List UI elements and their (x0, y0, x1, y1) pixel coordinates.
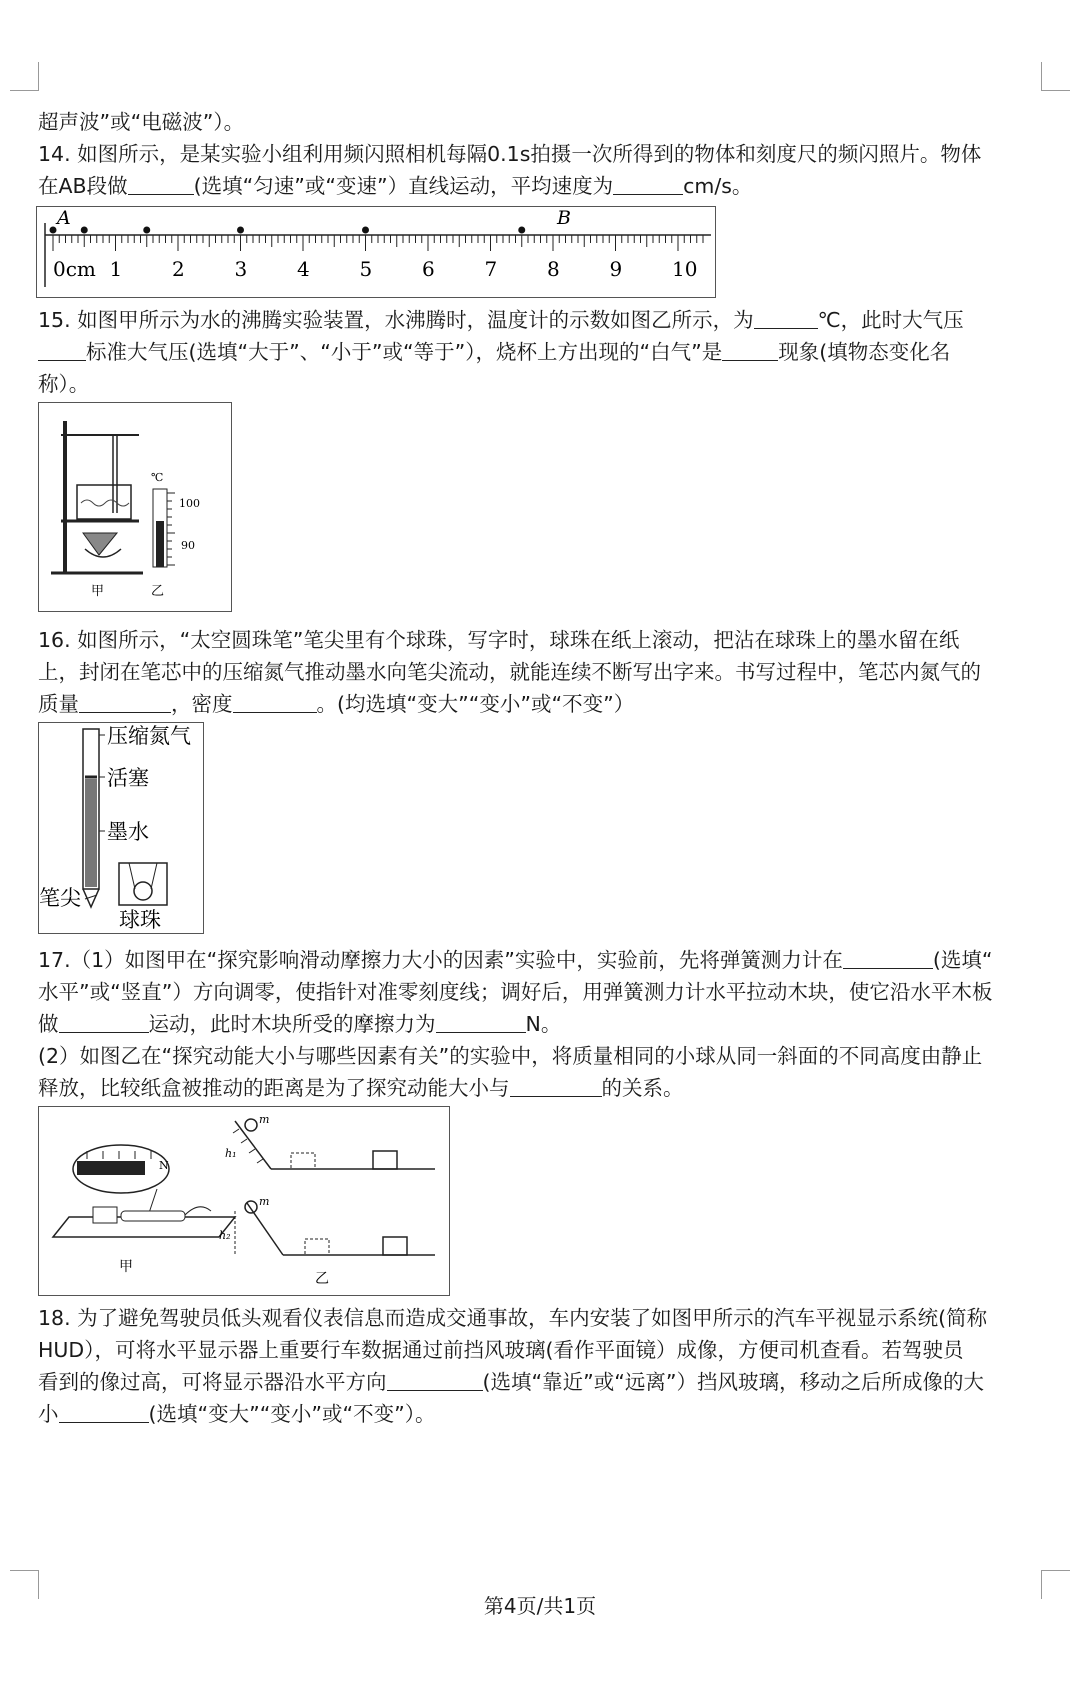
q16-line1: 16. 如图所示，“太空圆珠笔”笔尖里有个球珠，写字时，球珠在纸上滚动，把沾在球珠上的墨水留在纸 (38, 628, 960, 652)
pen-label-ink: 墨水 (107, 820, 149, 844)
q15-line2 (38, 336, 1050, 368)
scale-label-n: N (159, 1159, 169, 1172)
height-label-h1: h₁ (225, 1147, 237, 1160)
q14-blank-motion[interactable] (128, 174, 194, 195)
q15-line3: 称）。 (38, 372, 90, 396)
ruler-number: 6 (422, 257, 435, 281)
ball-mass-bottom: m (259, 1195, 270, 1208)
q14-blank-speed[interactable] (613, 174, 683, 195)
ruler-number: 5 (359, 257, 373, 281)
q18-text-d: (选填“变大”“变小”或“不变”）。 (148, 1402, 436, 1426)
q18-text-a: 看到的像过高，可将显示器沿水平方向 (38, 1370, 387, 1394)
boiling-svg (39, 403, 231, 611)
thermometer-tick-90: 90 (181, 539, 195, 552)
q17-text-g: 的关系。 (601, 1076, 684, 1100)
ruler-number: 7 (484, 257, 498, 281)
ruler-zero-label: 0cm (53, 257, 96, 281)
q17-text-e: N。 (525, 1012, 562, 1036)
q17-text-c: 做 (38, 1012, 59, 1036)
ruler-number: 2 (172, 257, 185, 281)
q17-line1 (38, 944, 1050, 976)
q15-label-yi: 乙 (151, 584, 165, 599)
q14-ruler-figure (36, 206, 716, 298)
q16-line2: 上，封闭在笔芯中的压缩氮气推动墨水向笔尖流动，就能连续不断写出字来。书写过程中，笔芯内氮气的 (38, 660, 981, 684)
q18-blank-image-size[interactable] (59, 1402, 149, 1423)
q15-line1 (38, 304, 1050, 336)
top-continuation-line: 超声波”或“电磁波”）。 (38, 110, 245, 134)
q14-line1: 14. 如图所示，是某实验小组利用频闪照相机每隔0.1s拍摄一次所得到的物体和刻度尺的频闪照片。物体 (38, 142, 982, 166)
q15-blank-temperature[interactable] (754, 308, 818, 329)
ruler-svg (37, 207, 715, 297)
q15-boiling-figure (38, 402, 232, 612)
q17-blank-motion[interactable] (59, 1012, 149, 1033)
q17-text-b: (选填“ (932, 948, 993, 972)
q15-blank-pressure[interactable] (38, 340, 86, 361)
ruler-number: 10 (672, 257, 698, 281)
q18-text-c: 小 (38, 1402, 59, 1426)
q17-line3 (38, 1008, 1050, 1040)
q17-line5 (38, 1072, 1050, 1104)
ruler-number: 9 (609, 257, 623, 281)
thermometer-unit: ℃ (151, 471, 164, 484)
pen-label-tip: 笔尖 (39, 886, 81, 910)
pen-svg (39, 723, 203, 933)
pen-label-ball: 球珠 (119, 908, 161, 932)
thermometer-tick-100: 100 (179, 497, 200, 510)
q14-text-b: (选填“匀速”或“变速”）直线运动，平均速度为 (193, 174, 614, 198)
q17-blank-direction[interactable] (843, 948, 933, 969)
ball-mass-top: m (259, 1113, 270, 1126)
q14-text-a: 在AB段做 (38, 174, 128, 198)
ruler-label-a: A (57, 207, 71, 229)
ruler-dot (362, 227, 369, 234)
ruler-number: 3 (234, 257, 248, 281)
q18-line1: 18. 为了避免驾驶员低头观看仪表信息而造成交通事故，车内安装了如图甲所示的汽车平视显示系统(简称 (38, 1306, 988, 1330)
height-label-h2: h₂ (219, 1229, 231, 1242)
ruler-label-b: B (557, 207, 571, 229)
q18-blank-direction[interactable] (387, 1370, 483, 1391)
ruler-number: 1 (109, 257, 123, 281)
q15-text-c: 标准大气压(选填“大于”、“小于”或“等于”），烧杯上方出现的“白气”是 (86, 340, 723, 364)
q18-line3 (38, 1366, 1050, 1398)
q15-text-b: ℃，此时大气压 (817, 308, 964, 332)
crop-mark-top-right (1041, 62, 1070, 91)
q17-text-a: 17.（1）如图甲在“探究影响滑动摩擦力大小的因素”实验中，实验前，先将弹簧测力计在 (38, 948, 843, 972)
ruler-dot (50, 227, 57, 234)
q16-blank-density[interactable] (233, 692, 317, 713)
ruler-dot (143, 227, 150, 234)
pen-label-gas: 压缩氮气 (107, 724, 191, 748)
q17-label-jia: 甲 (119, 1259, 133, 1275)
q17-label-yi: 乙 (315, 1271, 329, 1287)
q17-blank-factor[interactable] (510, 1076, 602, 1097)
ruler-dot (81, 227, 88, 234)
q15-text-a: 15. 如图甲所示为水的沸腾实验装置，水沸腾时，温度计的示数如图乙所示，为 (38, 308, 754, 332)
q16-blank-mass[interactable] (79, 692, 171, 713)
q18-line2: HUD），可将水平显示器上重要行车数据通过前挡风玻璃(看作平面镜）成像，方便司机查看。若驾驶员 (38, 1338, 964, 1362)
q16-text-a: 质量 (38, 692, 79, 716)
q17-line4: (2）如图乙在“探究动能大小与哪些因素有关”的实验中，将质量相同的小球从同一斜面的不同高度由静止 (38, 1044, 983, 1068)
q16-text-c: 。(均选填“变大”“变小”或“不变”） (316, 692, 635, 716)
q17-text-f: 释放，比较纸盒被推动的距离是为了探究动能大小与 (38, 1076, 510, 1100)
pen-label-piston: 活塞 (107, 766, 149, 790)
q17-blank-friction[interactable] (436, 1012, 526, 1033)
q16-pen-figure (38, 722, 204, 934)
q16-text-b: ，密度 (171, 692, 233, 716)
ruler-dot (237, 227, 244, 234)
friction-energy-svg (39, 1107, 449, 1295)
q15-blank-phase[interactable] (722, 340, 778, 361)
q17-figure (38, 1106, 450, 1296)
q18-text-b: (选填“靠近”或“远离”）挡风玻璃，移动之后所成像的大 (482, 1370, 984, 1394)
ruler-number: 4 (297, 257, 310, 281)
q15-text-d: 现象(填物态变化名 (778, 340, 951, 364)
ruler-number: 8 (547, 257, 560, 281)
ruler-dot (518, 227, 525, 234)
q17-line2: 水平”或“竖直”）方向调零，使指针对准零刻度线；调好后，用弹簧测力计水平拉动木块，使它沿水平木板 (38, 980, 993, 1004)
q14-line2 (38, 170, 1050, 202)
q14-text-c: cm/s。 (683, 174, 753, 198)
q18-line4 (38, 1398, 1050, 1430)
page-footer: 第4页/共1页 (483, 1594, 597, 1618)
crop-mark-top-left (10, 62, 39, 91)
q17-text-d: 运动，此时木块所受的摩擦力为 (148, 1012, 436, 1036)
q16-line3 (38, 688, 1050, 720)
q15-label-jia: 甲 (91, 584, 105, 599)
